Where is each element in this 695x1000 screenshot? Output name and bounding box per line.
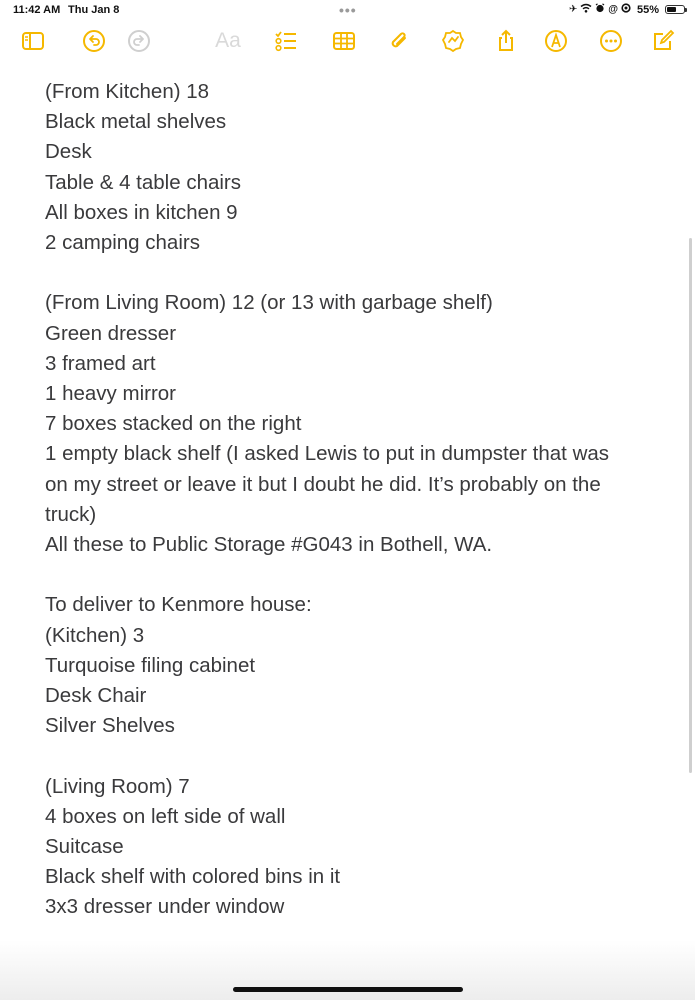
- attachment-icon[interactable]: [384, 26, 414, 56]
- note-line: Turquoise filing cabinet: [45, 653, 256, 677]
- battery-fill: [667, 7, 676, 12]
- share-icon[interactable]: [491, 26, 521, 56]
- status-time: 11:42 AM: [13, 4, 61, 16]
- note-line: on my street or leave it but I doubt he did. It’s probably on the: [45, 472, 601, 496]
- at-icon: @: [608, 3, 618, 15]
- note-line: Desk Chair: [45, 684, 147, 708]
- checklist-icon[interactable]: [271, 26, 301, 56]
- status-indicators: [569, 3, 685, 16]
- math-assist-icon[interactable]: [438, 26, 468, 56]
- note-line: Green dresser: [45, 321, 177, 345]
- notes-toolbar: [0, 24, 695, 58]
- note-line: (Living Room) 7: [45, 774, 190, 798]
- blank-line: [45, 741, 655, 771]
- note-line: 1 heavy mirror: [45, 382, 177, 406]
- redo-icon[interactable]: [124, 26, 154, 56]
- note-line: 4 boxes on left side of wall: [45, 804, 286, 828]
- format-text-icon[interactable]: Aa: [215, 29, 241, 52]
- alarm-icon: [595, 3, 605, 16]
- note-line: 1 empty black shelf (I asked Lewis to put in dumpster that was: [45, 442, 610, 466]
- blank-line: [45, 560, 655, 590]
- note-line: Black shelf with colored bins in it: [45, 865, 341, 889]
- note-line: truck): [45, 502, 97, 526]
- note-line: (Kitchen) 3: [45, 623, 145, 647]
- note-line: To deliver to Kenmore house:: [45, 593, 312, 617]
- note-line: Desk: [45, 140, 92, 164]
- sidebar-icon[interactable]: [18, 26, 48, 56]
- note-text-area[interactable]: [45, 77, 655, 923]
- note-line: All boxes in kitchen 9: [45, 200, 238, 224]
- note-line: (From Kitchen) 18: [45, 80, 210, 103]
- focus-icon: [621, 3, 631, 16]
- more-icon[interactable]: [596, 26, 626, 56]
- note-line: Silver Shelves: [45, 714, 175, 738]
- compose-icon[interactable]: [648, 26, 678, 56]
- scrollbar[interactable]: [689, 238, 692, 773]
- note-line: 3x3 dresser under window: [45, 895, 285, 919]
- home-indicator[interactable]: [233, 987, 463, 992]
- note-line: 7 boxes stacked on the right: [45, 412, 302, 436]
- note-line: 3 framed art: [45, 351, 156, 375]
- markup-icon[interactable]: [541, 26, 571, 56]
- note-line: Table & 4 table chairs: [45, 170, 242, 194]
- status-date: Thu Jan 8: [68, 4, 120, 16]
- battery-percent: 55%: [636, 3, 659, 16]
- airplane-icon: ✈: [568, 3, 578, 15]
- note-line: (From Living Room) 12 (or 13 with garbage shelf): [45, 291, 493, 315]
- blank-line: [45, 258, 655, 288]
- multitasking-menu-icon[interactable]: •••: [339, 2, 357, 18]
- note-line: Black metal shelves: [45, 110, 227, 134]
- wifi-icon: [580, 3, 592, 16]
- table-icon[interactable]: [329, 26, 359, 56]
- note-line: All these to Public Storage #G043 in Bothell, WA.: [45, 533, 493, 557]
- battery-icon: [665, 5, 685, 14]
- status-bar: [0, 0, 695, 20]
- note-line: 2 camping chairs: [45, 231, 200, 255]
- undo-icon[interactable]: [79, 26, 109, 56]
- note-line: Suitcase: [45, 835, 124, 859]
